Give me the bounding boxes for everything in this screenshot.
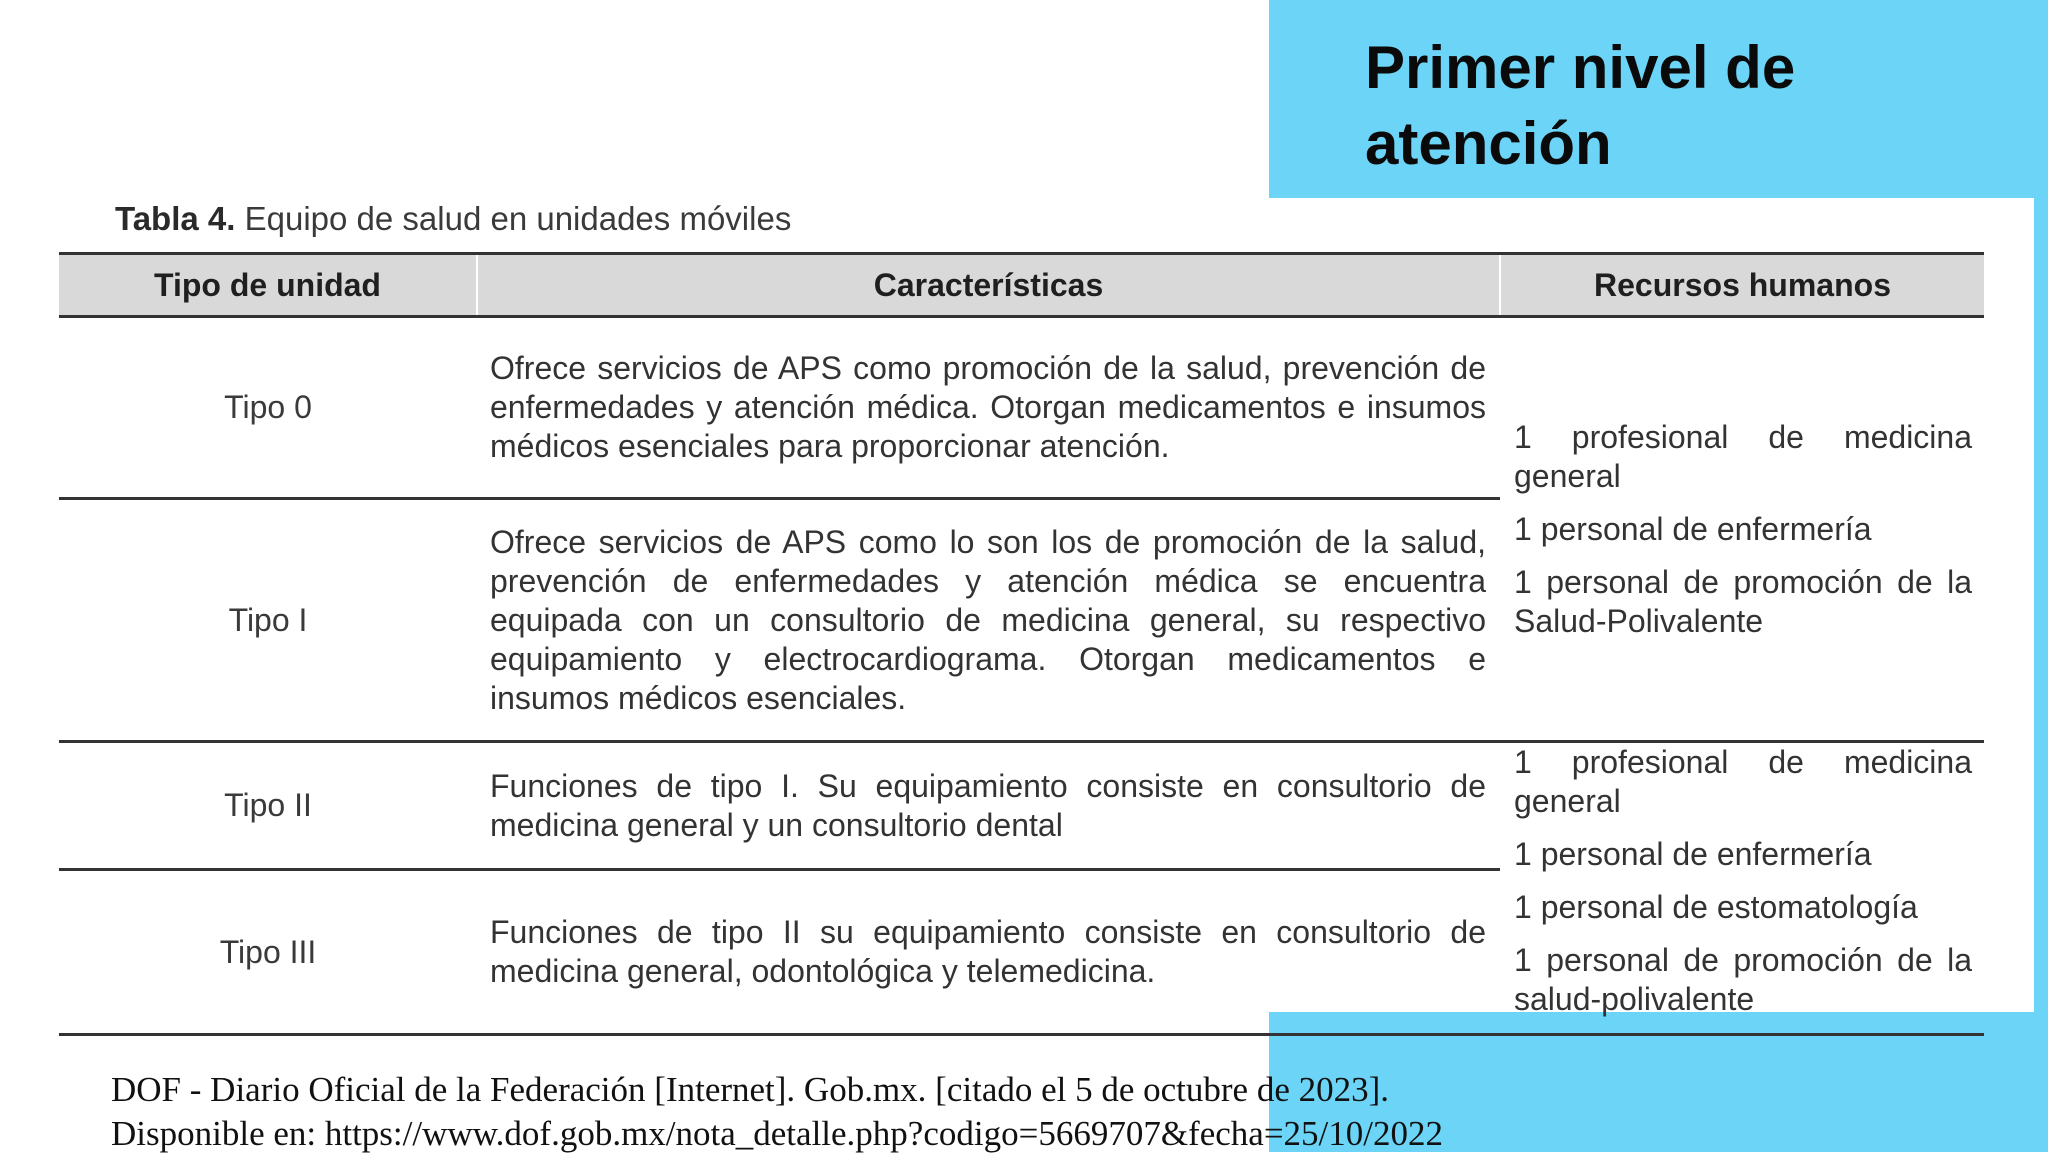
table-caption	[115, 200, 791, 238]
characteristics-cell	[477, 742, 1500, 870]
characteristics-cell	[477, 870, 1500, 1035]
human-resource-item: 1 personal de promoción de la Salud-Polivalente	[1514, 563, 1972, 639]
human-resource-item: 1 personal de enfermería	[1514, 836, 1872, 872]
characteristics-cell	[477, 317, 1500, 499]
characteristics-text: Ofrece servicios de APS como promoción de la salud, prevención de enfermedades y atención médica. Otorgan medicamentos e insumos médicos esenciales para proporcionar atención.	[490, 350, 1486, 464]
unit-type-cell: Tipo III	[59, 870, 477, 1035]
table-caption-label: Tabla 4.	[115, 200, 236, 237]
header-caracteristicas: Características	[477, 254, 1500, 317]
human-resources-cell	[1500, 742, 1984, 1035]
table-header-row	[59, 254, 1984, 317]
table-caption-text: Equipo de salud en unidades móviles	[235, 200, 792, 237]
characteristics-text: Funciones de tipo II su equipamiento consiste en consultorio de medicina general, odontológica y telemedicina.	[490, 914, 1486, 990]
characteristics-text: Funciones de tipo I. Su equipamiento consiste en consultorio de medicina general y un consultorio dental	[490, 767, 1486, 843]
health-team-table	[59, 252, 1984, 1036]
header-tipo-de-unidad: Tipo de unidad	[59, 254, 477, 317]
header-recursos-humanos: Recursos humanos	[1500, 254, 1984, 317]
human-resources-cell	[1500, 317, 1984, 742]
characteristics-cell	[477, 499, 1500, 742]
unit-type-cell: Tipo I	[59, 499, 477, 742]
slide-title: Primer nivel de atención	[1365, 34, 1796, 177]
human-resource-item: 1 personal de promoción de la salud-polivalente	[1514, 942, 1972, 1017]
unit-type-cell: Tipo II	[59, 742, 477, 870]
characteristics-text: Ofrece servicios de APS como lo son los de promoción de la salud, prevención de enfermedades y atención médica se encuentra equipada con un consultorio de medicina general, su respectivo equipamiento y electrocardiograma. Otorgan medicamentos e insumos médicos esenciales.	[490, 523, 1486, 716]
human-resource-item: 1 personal de enfermería	[1514, 510, 1872, 547]
accent-strip-right	[2034, 0, 2048, 1152]
citation-line-2: Disponible en: https://www.dof.gob.mx/nota_detalle.php?codigo=5669707&fecha=25/10/2022	[111, 1114, 1443, 1153]
human-resource-item: 1 profesional de medicina general	[1514, 744, 1972, 819]
unit-type-cell: Tipo 0	[59, 317, 477, 499]
table-row	[59, 742, 1984, 870]
human-resource-item: 1 personal de estomatología	[1514, 889, 1918, 925]
table-row	[59, 317, 1984, 499]
citation	[111, 1068, 2011, 1156]
citation-line-1: DOF - Diario Oficial de la Federación [Internet]. Gob.mx. [citado el 5 de octubre de 2023].	[111, 1070, 1390, 1109]
human-resource-item: 1 profesional de medicina general	[1514, 418, 1972, 494]
